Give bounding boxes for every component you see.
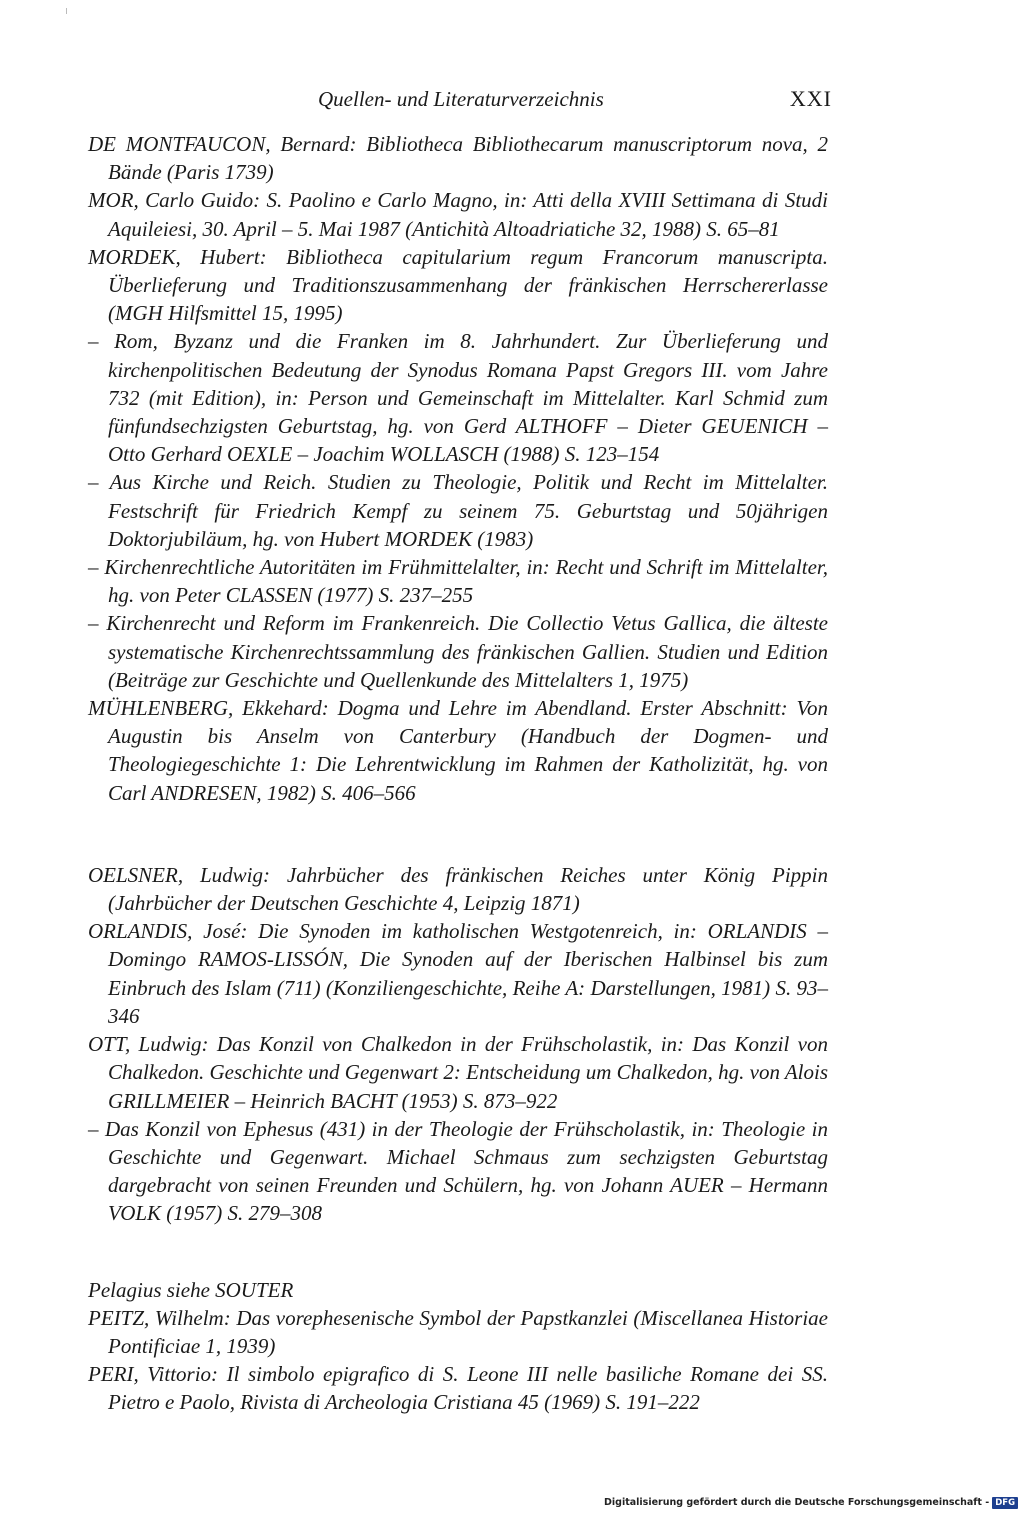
bibliography-entry: OTT, Ludwig: Das Konzil von Chalkedon in der Frühscholastik, in: Das Konzil von Chalkedon. Geschichte und Gegenwart 2: Entscheidung um Chalkedon, hg. von Alois GRILLMEIER – Heinrich BACHT (1953) S. 873–922: [88, 1032, 828, 1113]
bibliography-entry: – Rom, Byzanz und die Franken im 8. Jahrhundert. Zur Überlieferung und kirchenpolitischen Bedeutung der Synodus Romana Papst Gregors III. vom Jahre 732 (mit Edition), in: Person und Gemeinschaft im Mittelalter. Karl Schmid zum fünfundsechzigsten Geburtstag, hg. von Gerd ALTHOFF – Dieter GEUENICH – Otto Gerhard OEXLE – Joachim WOLLASCH (1988) S. 123–154: [88, 329, 828, 467]
footer-text: Digitalisierung gefördert durch die Deutsche Forschungsgemeinschaft -: [604, 1497, 990, 1508]
bibliography-entry: PEITZ, Wilhelm: Das vorephesenische Symbol der Papstkanzlei (Miscellanea Historiae Pontificiae 1, 1939): [88, 1305, 828, 1358]
bibliography-entry: PERI, Vittorio: Il simbolo epigrafico di S. Leone III nelle basiliche Romane dei SS. Pietro e Paolo, Rivista di Archeologia Cristiana 45 (1969) S. 191–222: [88, 1362, 828, 1415]
running-head: [318, 84, 832, 114]
scan-mark: [66, 8, 67, 14]
bibliography-entry: OELSNER, Ludwig: Jahrbücher des fränkischen Reiches unter König Pippin (Jahrbücher der Deutschen Geschichte 4, Leipzig 1871): [88, 862, 828, 916]
running-head-title: Quellen- und Literaturverzeichnis: [318, 87, 604, 111]
bibliography-entry: ORLANDIS, José: Die Synoden im katholischen Westgotenreich, in: ORLANDIS – Domingo RAMOS-LISSÓN, Die Synoden auf der Iberischen Halbinsel bis zum Einbruch des Islam (711) (Konziliengeschichte, Reihe A: Darstellungen, 1981) S. 93–346: [88, 919, 828, 1028]
digitization-footer: [604, 1496, 1018, 1510]
bibliography-entry: – Aus Kirche und Reich. Studien zu Theologie, Politik und Recht im Mittelalter. Festschrift für Friedrich Kempf zu seinem 75. Geburtstag und 50jährigen Doktorjubiläum, hg. von Hubert MORDEK (1983): [88, 470, 828, 551]
bibliography-entry: MÜHLENBERG, Ekkehard: Dogma und Lehre im Abendland. Erster Abschnitt: Von Augustin bis Anselm von Canterbury (Handbuch der Dogmen- und Theologiegeschichte 1: Die Lehrentwicklung im Rahmen der Katholizität, hg. von Carl ANDRESEN, 1982) S. 406–566: [88, 696, 828, 805]
bibliography-entry: – Das Konzil von Ephesus (431) in der Theologie der Frühscholastik, in: Theologie in Geschichte und Gegenwart. Michael Schmaus zum sechzigsten Geburtstag dargebracht von seinen Freunden und Schülern, hg. von Johann AUER – Hermann VOLK (1957) S. 279–308: [88, 1116, 828, 1226]
bibliography-entry: – Kirchenrechtliche Autoritäten im Frühmittelalter, in: Recht und Schrift im Mittelalter, hg. von Peter CLASSEN (1977) S. 237–255: [88, 555, 828, 608]
section-gap: [88, 807, 828, 861]
bibliography-list: [88, 130, 828, 1417]
bibliography-entry: MOR, Carlo Guido: S. Paolino e Carlo Magno, in: Atti della XVIII Settimana di Studi Aquileiesi, 30. April – 5. Mai 1987 (Antichità Altoadriatiche 32, 1988) S. 65–81: [88, 188, 828, 241]
bibliography-entry: – Kirchenrecht und Reform im Frankenreich. Die Collectio Vetus Gallica, die älteste systematische Kirchenrechtssammlung des fränkischen Gallien. Studien und Edition (Beiträge zur Geschichte und Quellenkunde des Mittelalters 1, 1975): [88, 611, 828, 692]
bibliography-entry: Pelagius siehe SOUTER: [88, 1277, 294, 1302]
section-gap: [88, 1228, 828, 1276]
bibliography-entry: MORDEK, Hubert: Bibliotheca capitularium regum Francorum manuscripta. Überlieferung und Traditionszusammenhang der fränkischen Herrschererlasse (MGH Hilfsmittel 15, 1995): [88, 244, 828, 326]
page-number: XXI: [789, 86, 832, 111]
bibliography-entry: DE MONTFAUCON, Bernard: Bibliotheca Bibliothecarum manuscriptorum nova, 2 Bände (Paris 1739): [88, 132, 828, 185]
dfg-logo-icon: DFG: [992, 1497, 1018, 1509]
